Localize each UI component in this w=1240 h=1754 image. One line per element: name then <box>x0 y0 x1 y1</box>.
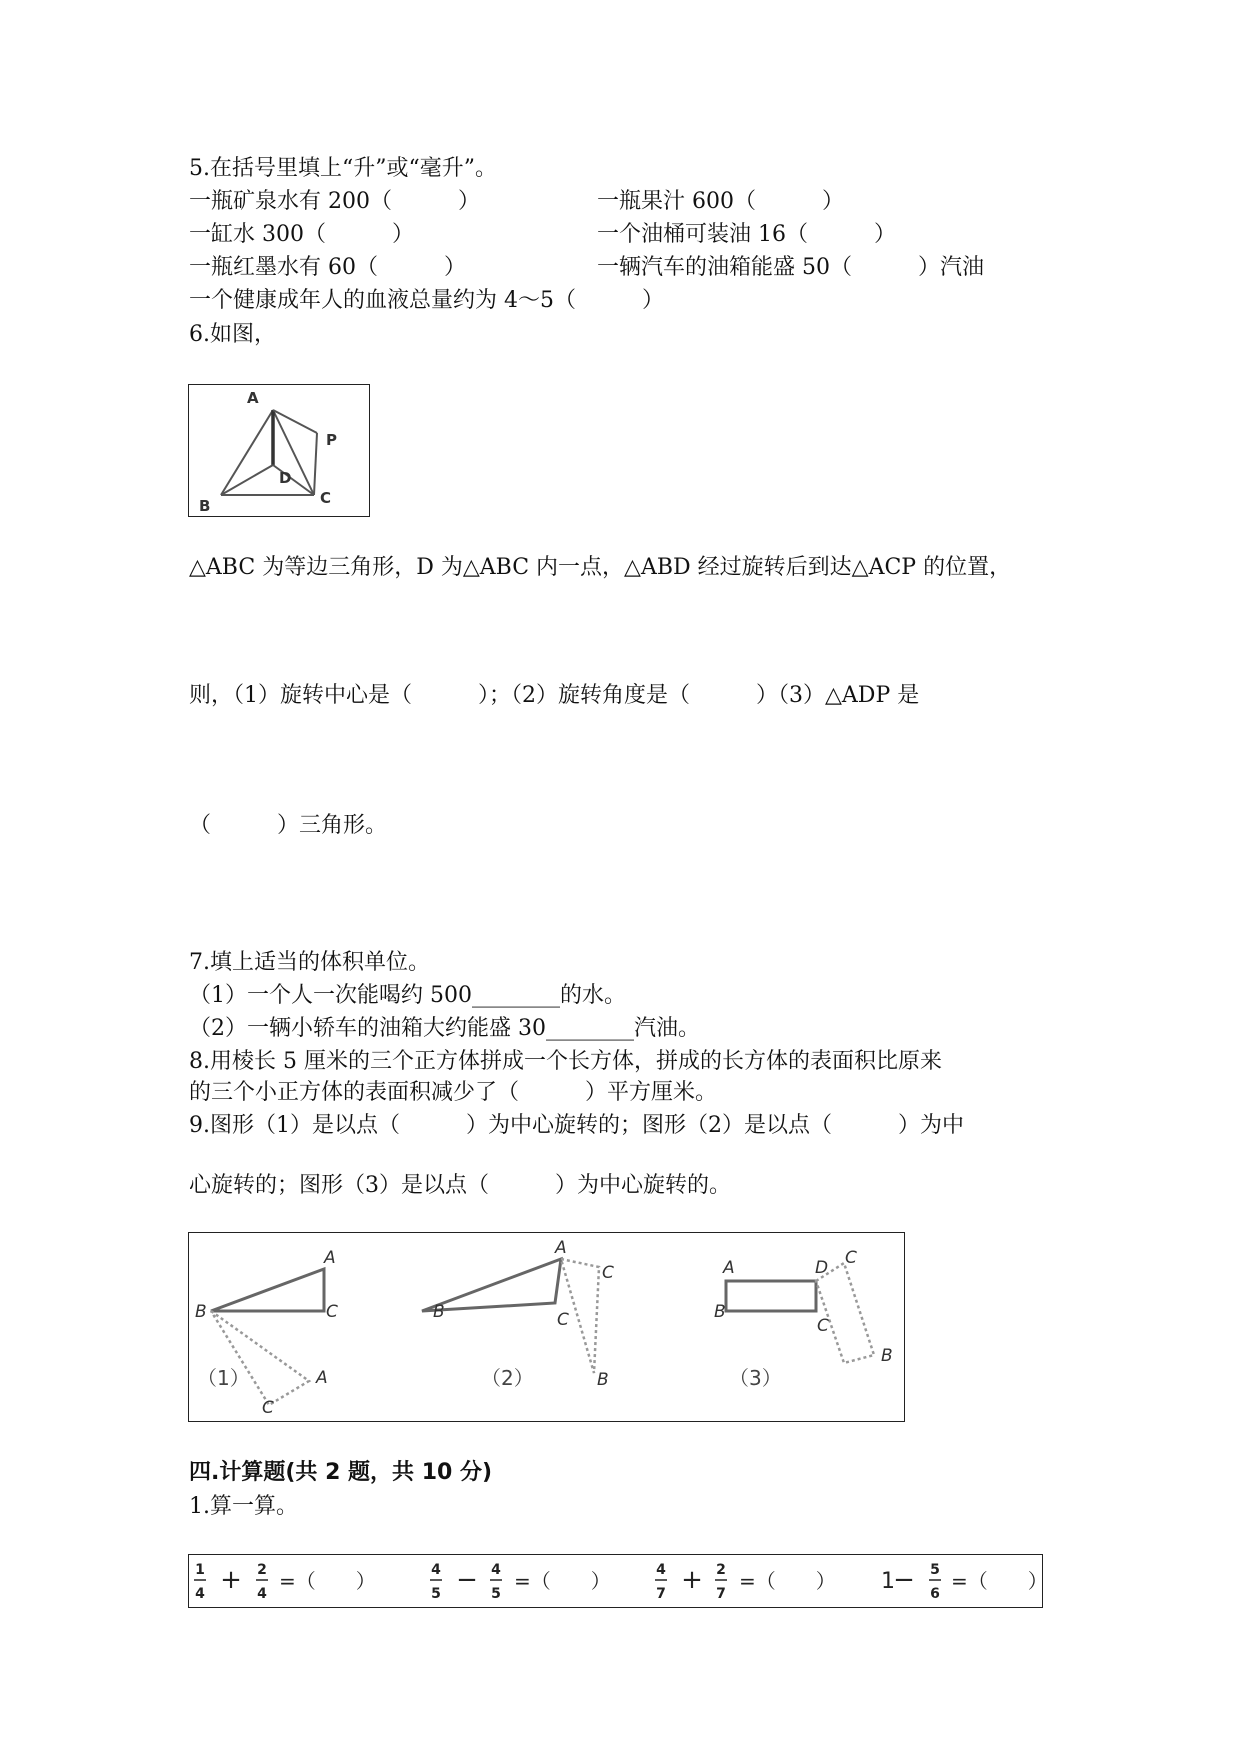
section4-q1-title: 1.算一算。 <box>189 1494 298 1519</box>
q7-item2: （2）一辆小轿车的油箱大约能盛 30________汽油。 <box>189 1016 700 1041</box>
q9-fig1-label-b: B <box>195 1302 207 1322</box>
calc-e3-op: + <box>681 1565 703 1595</box>
q5-row3-right: 一辆汽车的油箱能盛 50（ ）汽油 <box>597 255 984 280</box>
q9-fig2-caption: （2） <box>481 1366 534 1390</box>
q5-row1-left: 一瓶矿泉水有 200（ ） <box>189 189 480 214</box>
calc-e4-result: =（ ） <box>951 1569 1041 1593</box>
q9-fig3-label-c2: C <box>845 1248 857 1268</box>
q9-fig1-label-c2: C <box>262 1398 274 1418</box>
q6-triangle-figure <box>188 384 370 517</box>
calc-e2-den2: 5 <box>491 1586 501 1602</box>
q9-fig2-label-b2: B <box>597 1370 609 1390</box>
q9-fig2-label-a: A <box>555 1238 567 1258</box>
q9-rotation-diagram <box>189 1233 903 1420</box>
q9-fig1-label-a: A <box>324 1248 336 1268</box>
calc-e4-op: − <box>893 1565 915 1595</box>
q9-line1: 9.图形（1）是以点（ ）为中心旋转的；图形（2）是以点（ ）为中 <box>189 1113 964 1138</box>
calc-e4-den2: 6 <box>930 1586 940 1602</box>
q6-title: 6.如图， <box>189 322 276 347</box>
calc-e4-whole: 1 <box>881 1569 895 1594</box>
q9-fig2-label-b: B <box>433 1302 445 1322</box>
calc-e2-den1: 5 <box>431 1586 441 1602</box>
calc-e1-den2: 4 <box>257 1586 267 1602</box>
q6-label-a: A <box>247 389 259 407</box>
q8-line2: 的三个小正方体的表面积减少了（ ）平方厘米。 <box>189 1080 718 1105</box>
q9-fig1-label-a2: A <box>316 1368 328 1388</box>
calc-e2-op: − <box>456 1565 478 1595</box>
calc-e1-num2: 2 <box>257 1562 267 1578</box>
q5-row3-left: 一瓶红墨水有 60（ ） <box>189 255 466 280</box>
q9-fig3-caption: （3） <box>729 1366 782 1390</box>
q9-fig3-label-b2: B <box>881 1346 893 1366</box>
q6-triangle-diagram <box>189 385 368 515</box>
calc-e1-op: + <box>220 1565 242 1595</box>
q6-label-d: D <box>279 469 292 487</box>
q9-fig2-label-c: C <box>557 1310 569 1330</box>
calc-e1-result: =（ ） <box>279 1569 376 1593</box>
q6-questions-cont: （ ）三角形。 <box>189 813 388 838</box>
section4-heading: 四.计算题(共 2 题，共 10 分) <box>189 1460 493 1485</box>
calc-e3-den2: 7 <box>716 1586 726 1602</box>
q6-label-p: P <box>326 431 337 449</box>
calc-e2-num2: 4 <box>491 1562 501 1578</box>
q7-item1: （1）一个人一次能喝约 500________的水。 <box>189 983 626 1008</box>
q6-statement: △ABC 为等边三角形，D 为△ABC 内一点，△ABD 经过旋转后到达△ACP 的位置， <box>189 555 1012 580</box>
q8-line1: 8.用棱长 5 厘米的三个正方体拼成一个长方体，拼成的长方体的表面积比原来 <box>189 1049 942 1074</box>
calc-e3-num1: 4 <box>656 1562 666 1578</box>
q6-label-b: B <box>199 497 211 515</box>
q5-row2-left: 一缸水 300（ ） <box>189 222 414 247</box>
q5-title: 5.在括号里填上“升”或“毫升”。 <box>189 156 497 181</box>
q5-row4: 一个健康成年人的血液总量约为 4～5（ ） <box>189 288 664 313</box>
q9-fig3-label-c: C <box>817 1316 829 1336</box>
q7-title: 7.填上适当的体积单位。 <box>189 950 430 975</box>
q9-line2: 心旋转的；图形（3）是以点（ ）为中心旋转的。 <box>189 1173 731 1198</box>
q9-fig3-label-b: B <box>714 1302 726 1322</box>
q9-fig1-caption: （1） <box>197 1366 250 1390</box>
q5-row1-right: 一瓶果汁 600（ ） <box>597 189 844 214</box>
q9-fig2-label-c2: C <box>602 1263 614 1283</box>
calc-e3-den1: 7 <box>656 1586 666 1602</box>
calc-e1-num1: 1 <box>195 1562 205 1578</box>
calc-e4-num2: 5 <box>930 1562 940 1578</box>
q5-row2-right: 一个油桶可装油 16（ ） <box>597 222 896 247</box>
calc-e3-num2: 2 <box>716 1562 726 1578</box>
calc-expressions <box>189 1555 1041 1606</box>
q9-fig3-label-a: A <box>723 1258 735 1278</box>
calc-e1-den1: 4 <box>195 1586 205 1602</box>
q6-label-c: C <box>320 489 332 507</box>
q9-fig3-label-d: D <box>815 1258 829 1278</box>
calc-e3-result: =（ ） <box>739 1569 836 1593</box>
q9-fig1-label-c: C <box>326 1302 338 1322</box>
calc-box <box>188 1554 1043 1608</box>
q9-rotation-figure <box>188 1232 905 1422</box>
q6-questions: 则，（1）旋转中心是（ ）；（2）旋转角度是（ ）（3）△ADP 是 <box>189 683 920 708</box>
calc-e2-result: =（ ） <box>514 1569 611 1593</box>
calc-e2-num1: 4 <box>431 1562 441 1578</box>
